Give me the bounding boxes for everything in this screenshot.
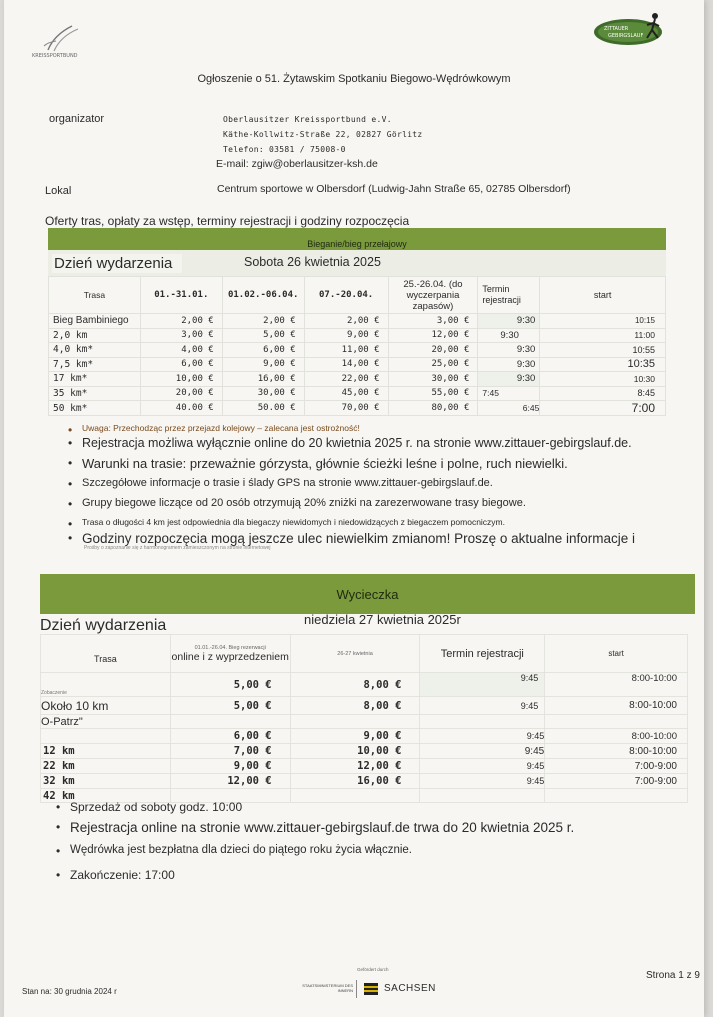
reg-time-cell: 9:45	[420, 759, 545, 774]
table-row	[41, 697, 688, 715]
running-fees-table	[48, 276, 666, 416]
price-cell: 10,00 €	[290, 744, 420, 759]
route-cell: 35 km*	[49, 386, 141, 401]
col-p1-subheader: 01.01.-26.04. Bieg rezerwacji	[194, 644, 266, 651]
price-cell: 25,00 €	[388, 357, 478, 372]
start-time-cell: 8:00-10:00	[545, 673, 688, 697]
col-start-header: start	[545, 635, 688, 673]
svg-text:ZITTAUER: ZITTAUER	[604, 26, 629, 32]
price-cell: 8,00 €	[290, 673, 420, 697]
reg-time-cell: 9:45	[420, 774, 545, 789]
price-cell: 16,00 €	[222, 372, 304, 387]
running-footnote: Prośby o zapoznanie się z harmonogramem zamieszczonym na stronie internetowej	[84, 545, 271, 551]
zittauer-gebirgslauf-logo	[592, 8, 674, 52]
list-item: • Warunki na trasie: przeważnie górzysta, głównie ścieżki leśne i polne, ruch niewielki.	[66, 456, 635, 477]
price-cell: 7,00 €	[170, 744, 290, 759]
table-row	[49, 343, 666, 358]
col-p4-header: 25.-26.04. (do wyczerpania zapasów)	[388, 277, 478, 314]
table-row	[49, 314, 666, 329]
list-item: • Szczegółowe informacje o trasie i ślady GPS na stronie www.zittauer-gebirgslauf.de.	[66, 477, 635, 497]
running-notes-list	[66, 423, 635, 552]
price-cell: 50.00 €	[222, 401, 304, 416]
hike-event-day-label: Dzień wydarzenia	[40, 617, 167, 634]
running-section-title: Bieganie/bieg przełajowy	[307, 239, 407, 249]
sponsor-caption: Gefördert durch	[357, 967, 389, 972]
route-cell: O-Patrz"	[41, 715, 171, 729]
reg-time-cell: 9:30	[478, 357, 540, 372]
price-cell: 16,00 €	[290, 774, 420, 789]
price-cell: 3,00 €	[388, 314, 478, 329]
route-cell: Bieg Bambiniego	[49, 314, 141, 329]
col-p1-label: online i z wyprzedzeniem	[171, 650, 289, 663]
running-section-bar	[48, 228, 666, 250]
reg-time-cell: 9:30	[478, 314, 540, 329]
running-event-date: Sobota 26 kwietnia 2025	[244, 255, 381, 269]
list-item: • Godziny rozpoczęcia mogą jeszcze ulec niewielkim zmianom! Proszę o aktualne informacje i	[66, 531, 635, 552]
start-time-cell: 7:00	[540, 401, 666, 416]
table-row	[41, 744, 688, 759]
price-cell: 20,00 €	[388, 343, 478, 358]
running-event-day-band	[48, 250, 666, 276]
route-cell: Około 10 km	[41, 697, 171, 715]
start-time-cell: 10:15	[540, 314, 666, 329]
route-cell: Zobaczenie	[41, 673, 171, 697]
start-time-cell: 10:35	[540, 357, 666, 372]
col-reg-header: Termin rejestracji	[420, 635, 545, 673]
organizer-phone: Telefon: 03581 / 75008-0	[223, 145, 346, 154]
route-cell: 7,5 km*	[49, 357, 141, 372]
price-cell: 6,00 €	[170, 729, 290, 744]
reg-time-cell: 9:45	[420, 744, 545, 759]
organizer-name: Oberlausitzer Kreissportbund e.V.	[223, 115, 392, 124]
reg-time-cell: 9:45	[420, 673, 545, 697]
start-time-cell: 8:45	[540, 386, 666, 401]
start-time-cell: 8:00-10:00	[545, 744, 688, 759]
table-row	[49, 328, 666, 343]
start-time-cell: 7:00-9:00	[545, 774, 688, 789]
hike-fees-table	[40, 634, 688, 803]
start-time-cell: 11:00	[540, 328, 666, 343]
start-time-cell	[545, 715, 688, 729]
status-date: Stan na: 30 grudnia 2024 r	[22, 987, 117, 996]
running-event-day-label: Dzień wydarzenia	[52, 254, 182, 273]
start-time-cell: 10:30	[540, 372, 666, 387]
col-route-header: Trasa	[41, 635, 171, 673]
start-time-cell: 8:00-10:00	[545, 697, 688, 715]
price-cell: 9,00 €	[290, 729, 420, 744]
table-row	[41, 759, 688, 774]
col-p3-header: 07.-20.04.	[304, 277, 388, 314]
price-cell: 2,00 €	[140, 314, 222, 329]
price-cell: 4,00 €	[140, 343, 222, 358]
price-cell: 2,00 €	[222, 314, 304, 329]
price-cell: 45,00 €	[304, 386, 388, 401]
price-cell: 55,00 €	[388, 386, 478, 401]
sponsor-divider	[356, 980, 357, 998]
price-cell: 20,00 €	[140, 386, 222, 401]
table-row	[41, 729, 688, 744]
price-cell: 9,00 €	[170, 759, 290, 774]
list-item: • Wędrówka jest bezpłatna dla dzieci do piątego roku życia włącznie.	[54, 844, 574, 868]
price-cell: 3,00 €	[140, 328, 222, 343]
page-number: Strona 1 z 9	[646, 970, 700, 981]
price-cell: 70,00 €	[304, 401, 388, 416]
price-cell: 9,00 €	[222, 357, 304, 372]
list-item: • Rejestracja online na stronie www.zittauer-gebirgslauf.de trwa do 20 kwietnia 2025 r.	[54, 820, 574, 844]
price-cell: 10,00 €	[140, 372, 222, 387]
route-cell: 4,0 km*	[49, 343, 141, 358]
kreissportbund-logo	[26, 20, 106, 60]
svg-text:GEBIRGSLAUF: GEBIRGSLAUF	[608, 33, 644, 39]
table-row	[49, 401, 666, 416]
table-row	[49, 386, 666, 401]
price-cell: 6,00 €	[140, 357, 222, 372]
table-header-row	[49, 277, 666, 314]
svg-text:KREISSPORTBUND: KREISSPORTBUND	[32, 53, 78, 59]
hike-section-bar	[40, 574, 695, 614]
col-reg-header: Termin rejestracji	[478, 277, 540, 314]
price-cell: 40.00 €	[140, 401, 222, 416]
route-cell: 42 km	[41, 789, 171, 803]
price-cell: 2,00 €	[304, 314, 388, 329]
organizer-street: Käthe-Kollwitz-Straße 22, 02827 Görlitz	[223, 130, 423, 139]
route-cell: 32 km	[41, 774, 171, 789]
route-cell: 22 km	[41, 759, 171, 774]
hike-section-title: Wycieczka	[336, 587, 399, 602]
reg-time-cell: 7:45	[478, 386, 540, 401]
price-cell: 14,00 €	[304, 357, 388, 372]
organizer-email: E-mail: zgiw@oberlausitzer-ksh.de	[216, 158, 378, 170]
offers-heading: Oferty tras, opłaty za wstęp, terminy rejestracji i godziny rozpoczęcia	[45, 214, 410, 228]
venue-value: Centrum sportowe w Olbersdorf (Ludwig-Jahn Straße 65, 02785 Olbersdorf)	[217, 183, 571, 195]
route-cell: 50 km*	[49, 401, 141, 416]
list-item: • Uwaga: Przechodząc przez przejazd kolejowy – zalecana jest ostrożność!	[66, 423, 635, 436]
route-cell	[41, 729, 171, 744]
price-cell: 12,00 €	[290, 759, 420, 774]
start-time-cell: 10:55	[540, 343, 666, 358]
start-time-cell: 7:00-9:00	[545, 759, 688, 774]
table-row	[49, 372, 666, 387]
table-row	[41, 673, 688, 697]
reg-time-cell: 9:45	[420, 697, 545, 715]
route-cell: 17 km*	[49, 372, 141, 387]
col-p2-header: 01.02.-06.04.	[222, 277, 304, 314]
price-cell: 6,00 €	[222, 343, 304, 358]
price-cell: 5,00 €	[222, 328, 304, 343]
col-p1-header: 01.-31.01.	[140, 277, 222, 314]
col-route-header: Trasa	[49, 277, 141, 314]
table-header-row	[41, 635, 688, 673]
reg-time-cell	[420, 715, 545, 729]
footer-spacer	[24, 1000, 274, 1001]
list-item: • Sprzedaż od soboty godz. 10:00	[54, 800, 574, 820]
table-row	[41, 774, 688, 789]
route-cell: 2,0 km	[49, 328, 141, 343]
reg-time-cell: 9:30	[478, 328, 540, 343]
price-cell: 5,00 €	[170, 673, 290, 697]
col-p2-header: 26-27 kwietnia	[290, 635, 420, 673]
document-page	[4, 0, 704, 1017]
col-start-header: start	[540, 277, 666, 314]
price-cell: 9,00 €	[304, 328, 388, 343]
hike-notes-list	[54, 800, 574, 888]
start-time-cell: 8:00-10:00	[545, 729, 688, 744]
price-cell: 80,00 €	[388, 401, 478, 416]
list-item: • Trasa o długości 4 km jest odpowiednia dla biegaczy niewidomych i niedowidzących z biegaczem pomocniczym.	[66, 517, 635, 531]
page-title: Ogłoszenie o 51. Żytawskim Spotkaniu Biegowo-Wędrówkowym	[197, 73, 511, 85]
price-cell: 12,00 €	[170, 774, 290, 789]
price-cell	[170, 715, 290, 729]
table-row	[41, 715, 688, 729]
price-cell: 22,00 €	[304, 372, 388, 387]
saxony-crest-icon	[364, 983, 378, 995]
col-p1-header	[170, 635, 290, 673]
route-cell: 12 km	[41, 744, 171, 759]
hike-event-date: niedziela 27 kwietnia 2025r	[304, 612, 461, 627]
reg-time-cell: 9:30	[478, 343, 540, 358]
venue-label: Lokal	[45, 185, 72, 197]
price-cell: 8,00 €	[290, 697, 420, 715]
price-cell: 30,00 €	[388, 372, 478, 387]
organizer-label: organizator	[49, 113, 105, 125]
price-cell: 30,00 €	[222, 386, 304, 401]
list-item: • Zakończenie: 17:00	[54, 868, 574, 888]
price-cell: 11,00 €	[304, 343, 388, 358]
price-cell	[290, 715, 420, 729]
list-item: • Grupy biegowe liczące od 20 osób otrzymują 20% zniżki na zarezerwowane trasy biegowe.	[66, 497, 635, 517]
price-cell: 12,00 €	[388, 328, 478, 343]
table-row	[49, 357, 666, 372]
sponsor-ministry: STAATSMINISTERIUM DES INNERN	[302, 983, 353, 993]
price-cell: 5,00 €	[170, 697, 290, 715]
reg-time-cell: 9:30	[478, 372, 540, 387]
list-item: • Rejestracja możliwa wyłącznie online do 20 kwietnia 2025 r. na stronie www.zittauer-gebirgslauf.de.	[66, 436, 635, 456]
reg-time-cell: 9:45	[420, 729, 545, 744]
sponsor-state: SACHSEN	[384, 983, 436, 994]
reg-time-cell: 6:45	[478, 401, 540, 416]
